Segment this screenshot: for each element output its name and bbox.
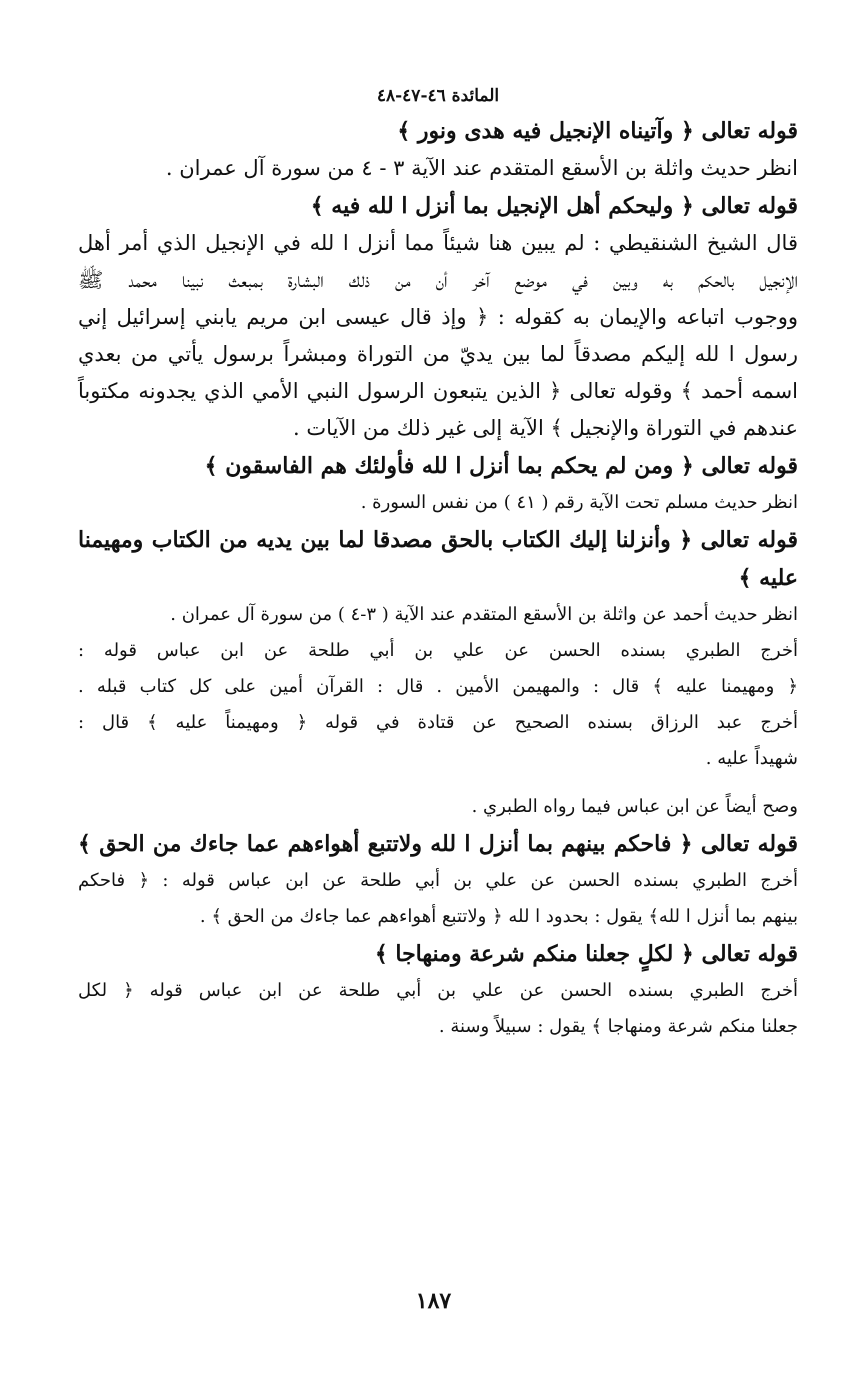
text-line: رسول ا لله إليكم مصدقاً لما بين يديّ من التوراة ومبشراً برسول يأتي من بعدي: [78, 342, 798, 366]
text-line: أخرج الطبري بسنده الحسن عن علي بن أبي طلحة عن ابن عباس قوله ﴿ لكل: [78, 980, 799, 1001]
text-line: أخرج الطبري بسنده الحسن عن علي بن أبي طلحة عن ابن عباس قوله :: [78, 640, 798, 661]
text-line: انظر حديث أحمد عن واثلة بن الأسقع المتقدم عند الآية ( ٣-٤ ) من سورة آل عمران .: [170, 604, 798, 625]
text-line: الإنجيل بالحكم به وبين في موضع آخر أن من ذلك البشارة بمبعث نبينا محمد ﷺ: [78, 268, 798, 292]
text-line: أخرج عبد الرزاق بسنده الصحيح عن قتادة في قوله ﴿ ومهيمناً عليه ﴾ قال :: [78, 712, 798, 733]
text-line: جعلنا منكم شرعة ومنهاجا ﴾ يقول : سبيلاً وسنة .: [438, 1016, 798, 1037]
text-line: انظر حديث مسلم تحت الآية رقم ( ٤١ ) من نفس السورة .: [360, 492, 798, 513]
text-line: شهيداً عليه .: [705, 748, 798, 769]
text-line: انظر حديث واثلة بن الأسقع المتقدم عند الآية ٣ - ٤ من سورة آل عمران .: [165, 156, 798, 180]
text-line: عندهم في التوراة والإنجيل ﴾ الآية إلى غير ذلك من الآيات .: [293, 416, 798, 440]
text-line: اسمه أحمد ﴾ وقوله تعالى ﴿ الذين يتبعون الرسول النبي الأمي الذي يجدونه مكتوباً: [78, 379, 798, 403]
text-line: بينهم بما أنزل ا لله﴾ يقول : بحدود ا لله ﴿ ولاتتبع أهواءهم عما جاءك من الحق ﴾ .: [199, 906, 798, 927]
text-line: أخرج الطبري بسنده الحسن عن علي بن أبي طلحة عن ابن عباس قوله : ﴿ فاحكم: [78, 870, 798, 891]
text-line: وصح أيضاً عن ابن عباس فيما رواه الطبري .: [471, 796, 798, 817]
verse-heading: عليه ﴾: [738, 565, 798, 591]
verse-heading: قوله تعالى ﴿ وليحكم أهل الإنجيل بما أنزل ا لله فيه ﴾: [310, 193, 798, 219]
text-line: ووجوب اتباعه والإيمان به كقوله : ﴿ وإذ قال عيسى ابن مريم يابني إسرائيل إني: [78, 305, 798, 329]
text-line: قال الشيخ الشنقيطي : لم يبين هنا شيئاً مما أنزل ا لله في الإنجيل الذي أمر أهل: [78, 231, 798, 255]
text-line: ﴿ ومهيمنا عليه ﴾ قال : والمهيمن الأمين . قال : القرآن أمين على كل كتاب قبله .: [78, 676, 798, 697]
running-header: المائدة ٤٦-٤٧-٤٨: [376, 86, 500, 106]
text-block: [78, 112, 798, 1045]
page-number: ١٨٧: [415, 1288, 452, 1314]
verse-heading: قوله تعالى ﴿ فاحكم بينهم بما أنزل ا لله ولاتتبع أهواءهم عما جاءك من الحق ﴾: [78, 831, 798, 857]
verse-heading: قوله تعالى ﴿ ومن لم يحكم بما أنزل ا لله فأولئك هم الفاسقون ﴾: [204, 453, 798, 479]
page-body: [78, 84, 798, 1045]
verse-heading: قوله تعالى ﴿ لكلٍ جعلنا منكم شرعة ومنهاجا ﴾: [374, 941, 798, 967]
verse-heading: قوله تعالى ﴿ وأنزلنا إليك الكتاب بالحق مصدقا لما بين يديه من الكتاب ومهيمنا: [78, 527, 798, 553]
paragraph-gap: [78, 777, 798, 789]
verse-heading: قوله تعالى ﴿ وآتيناه الإنجيل فيه هدى ونور ﴾: [397, 118, 798, 144]
